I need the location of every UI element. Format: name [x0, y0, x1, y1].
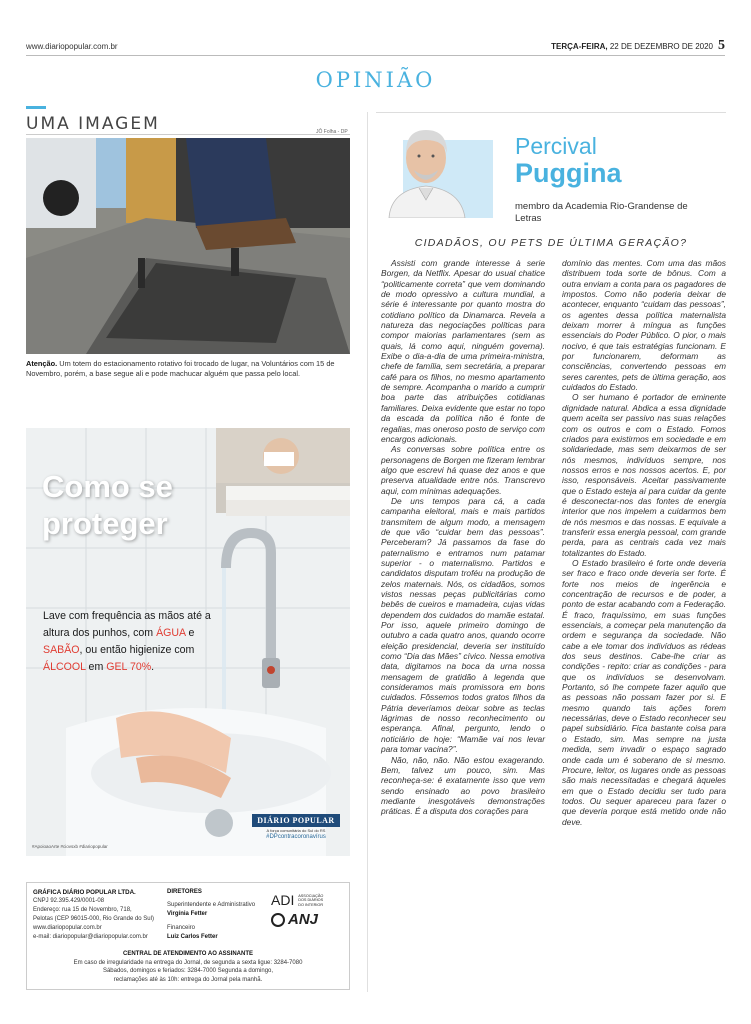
covid-ad: [26, 428, 350, 856]
page-number: 5: [718, 38, 725, 53]
publication-date: [551, 42, 713, 51]
photo-caption: [26, 359, 348, 379]
address-line1: Endereço: rua 15 de Novembro, 718,: [33, 907, 132, 913]
date-text: 22 DE DEZEMBRO DE 2020: [609, 42, 713, 51]
caption-bold: Atenção.: [26, 359, 58, 368]
article-paragraph: O ser humano é portador de eminente dignidade natural. Abdica a essa dignidade quem aceita ser passivo nas suas relações com os outros e com o Estado. Fomos criados para existirmos em sociedade e em solidariedade, mas sem deixarmos de ser nós mesmos, indivíduos sempre, nos nossos erros e nos nossos acertos. E, por isso, responsáveis. Aceitar passivamente que o Estado esteja aí para cuidar da gente é desconectar-nos das fontes de energia interior que nos impelem a cuidarmos bem de nós mesmos e das nossas. E equivale a transferir essa energia pessoal, com grande perda, para as centrais cada vez mais totalizantes do Estado.: [562, 392, 726, 558]
author-description: membro da Academia Rio-Grandense de Letras: [515, 201, 688, 224]
author-portrait-drawing: [381, 118, 471, 218]
director-name2: Luiz Carlos Fetter: [167, 934, 218, 940]
article-paragraph: Não, não, não. Não estou exagerando. Bem, talvez um pouco, sim. Mas reconheça-se: é exatamente isso que vem sendo ensinado ao povo brasileiro mediante inesgotáveis demonstrações práticas. É a disputa dos corações para: [381, 754, 545, 817]
caption-text: Um totem do estacionamento rotativo foi trocado de lugar, na Voluntários com 15 de Novembro, porém, a base segue ali e pode machucar alguém que passa pelo local.: [26, 359, 335, 378]
ad-body: [43, 608, 223, 676]
ad-sabao: SABÃO: [43, 644, 80, 656]
service-title: CENTRAL DE ATENDIMENTO AO ASSINANTE: [122, 951, 253, 957]
subscriber-service: [33, 950, 343, 984]
ad-title-line1: Como se: [42, 469, 173, 504]
article-paragraph: O Estado brasileiro é forte onde deveria ser fraco e fraco onde deveria ser forte. É forte nos meios de ingerência e concentração de recursos e de poder, a ponto de estar acabando com a Federação. É fraco, fraquíssimo, em suas funções essenciais, a começar pela manutenção da ordem e segurança da sociedade. Não cabe a ele tomar dos indivíduos as rédeas dos seus destinos. Cabe-lhe criar as condições - repito: criar as condições - para que os indivíduos se desenvolvam. Portanto, só lhe compete fazer aquilo que as pessoas não possam fazer por si. E mesmo quando tais ações forem necessárias, deve o Estado reconhecer seu papel subsidiário. Fica bastante coisa para o Estado, sim. Mas sempre na justa medida, sem invadir o espaço sagrado onde cada um é soberano de si mesmo. Procure, leitor, os lugares onde as pessoas são mais necessitadas e chegará àqueles em que o Estado decidiu ser tudo para todos. Ou sequer apareceu para fazer o que deveria porque está metido onde não deve.: [562, 557, 726, 827]
company-name: GRÁFICA DIÁRIO POPULAR LTDA.: [33, 889, 136, 896]
column-divider: [367, 112, 368, 992]
header-divider: [26, 55, 725, 56]
service-line2: Sábados, domingos e feriados: 3284-7000 Segunda a domingo,: [102, 968, 274, 974]
street-photo: [26, 138, 350, 354]
company-site[interactable]: www.diariopopular.com.br: [33, 925, 102, 931]
director-role2: Financeiro: [167, 925, 196, 931]
author-first-name: Percival: [515, 133, 597, 159]
ad-gel: GEL 70%: [106, 661, 152, 673]
adi-logo: [271, 891, 345, 907]
director-role1: Superintendente e Administrativo: [167, 902, 256, 908]
author-last-name: Puggina: [515, 158, 622, 188]
anj-letters: ANJ: [288, 911, 319, 929]
author-portrait: [381, 118, 471, 218]
article-column-2: [562, 258, 726, 827]
article-paragraph: domínio das mentes. Com uma das mãos distribuem toda sorte de bônus. Com a outra enviam a conta para os pagadores de impostos. Como não poderia deixar de acontecer, enquanto “cuidam das pessoas”, os agentes dessa política maternalista deixam morrer à míngua as funções essenciais do Poder Público. O pior, o mais nocivo, é que tais estratégias funcionam. E por funcionarem, deformam as consciências, convertendo pessoas em seres carentes, pets de última geração, aos cuidados do Estado.: [562, 258, 726, 393]
opinion-top-divider: [376, 112, 726, 113]
adi-subtitle: ASSOCIAÇÃO DOS DIÁRIOS DO INTERIOR: [298, 893, 324, 907]
directors: [167, 888, 267, 942]
anj-icon: [271, 913, 285, 927]
expediente-box: [26, 882, 350, 990]
street-photo-drawing: [26, 138, 350, 354]
photo-credit: JÔ Folha - DP: [316, 129, 348, 135]
ad-body-1: Lave com frequência as mãos até a altura dos punhos, com: [43, 610, 211, 639]
weekday: TERÇA-FEIRA,: [551, 42, 608, 51]
service-line3: reclamações até às 10h: entrega do Jornal pela manhã.: [113, 976, 263, 983]
ad-footnote: #ApoioaoArte #ciovsxb #diariopopular: [32, 844, 108, 849]
photo-divider: [26, 134, 350, 135]
article-paragraph: De uns tempos para cá, a cada campanha eleitoral, mais e mais partidos transmitem de algum modo, a mensagem de que vão “cuidar bem das pessoas”. Perceberam? Já passamos da fase do paternalismo e entramos num patamar superior - o maternalismo. Partidos e candidatos disputam troféu na produção de zelos maternais. Nós, os cidadãos, somos vistos nessas peças publicitárias como bebês de cueiros e mamadeira, cujas vidas dependem dos cuidados do mamãe estatal. Por isso, aquele primeiro domingo de outubro a cada quatro anos, quando ocorre eleição presidencial, deveria ser instituído como “Dia das Mães” cívico. Nessa emotiva data, digitamos na boca da urna nossa mensagem de gratidão à legenda que consideramos mais promissora em bons cuidados. Fôssemos todos gratos filhos da Pátria deveríamos deixar sobre as teclas lágrimas de nosso reconhecimento ou esperança. Afinal, pergunto, lendo o noticiário de hoje: “Mamãe vai nos levar para tomar vacina?”.: [381, 495, 545, 755]
ad-hashtag: #DPcontracoronavírus: [266, 834, 326, 840]
ad-agua: ÁGUA: [156, 627, 186, 639]
address-line2: Pelotas (CEP 96015-000, Rio Grande do Sul): [33, 916, 154, 922]
article-headline: CIDADÃOS, OU PETS DE ÚLTIMA GERAÇÃO?: [414, 237, 688, 249]
photo-section-label: UMA IMAGEM: [26, 114, 160, 134]
association-logos: [271, 891, 345, 928]
diario-popular-logo: [252, 814, 340, 840]
service-line1: Em caso de irregularidade na entrega do Jornal, de segunda a sexta ligue: 3284-7080: [73, 959, 303, 966]
accent-bar: [26, 106, 46, 109]
ad-end: .: [151, 661, 155, 673]
article-column-1: [381, 258, 545, 817]
logo-box: DIÁRIO POPULAR: [252, 814, 340, 827]
cnpj: CNPJ 92.395.429/0001-08: [33, 898, 105, 904]
directors-title: DIRETORES: [167, 889, 202, 895]
ad-alcool: ÁLCOOL: [43, 661, 86, 673]
adi-letters: ADI: [271, 892, 295, 909]
company-info: [33, 888, 157, 942]
article-paragraph: As conversas sobre política entre os personagens de Borgen me fizeram lembrar algo que escrevi há quase dez anos e que preserva atualidade entre nós. Transcrevo aqui, com mínimas adequações.: [381, 444, 545, 496]
ad-body-2: , ou então higienize com: [79, 644, 195, 656]
ad-title-line2: proteger: [42, 506, 168, 541]
logo-subtitle: A força comunitária do Sul do RS: [266, 828, 326, 833]
site-url[interactable]: www.diariopopular.com.br: [26, 42, 118, 51]
director-name1: Virgínia Fetter: [167, 911, 208, 917]
anj-logo: [271, 911, 345, 928]
company-email[interactable]: e-mail: diariopopular@diariopopular.com.br: [33, 934, 148, 940]
ad-e: e: [188, 627, 195, 639]
section-title: OPINIÃO: [315, 68, 436, 92]
article-paragraph: Assisti com grande interesse à serie Borgen, da Netflix. Apesar do usual chatice “politicamente correta” que vem dominando de modo opressivo a cultura mundial, a série é interessante por quanto mostra do cotidiano político da Dinamarca. Revela a natureza das negociações políticas para compor maiorias parlamentares (sem as quais, lá como aqui, ninguém governa). Exibe o dia-a-dia de uma primeira-ministra, chefe de família, sem secretária, a preparar café para os filhos, no mesmo apartamento de sempre. Acompanha o marido a cumprir boa parte das atribuições cotidianas familiares. Deixa evidente que estar no topo da escada da política não é fonte de regalias, mas oneroso posto de serviço com encargos adicionais.: [381, 258, 545, 444]
ad-em: em: [88, 661, 104, 673]
ad-title: [42, 468, 173, 542]
